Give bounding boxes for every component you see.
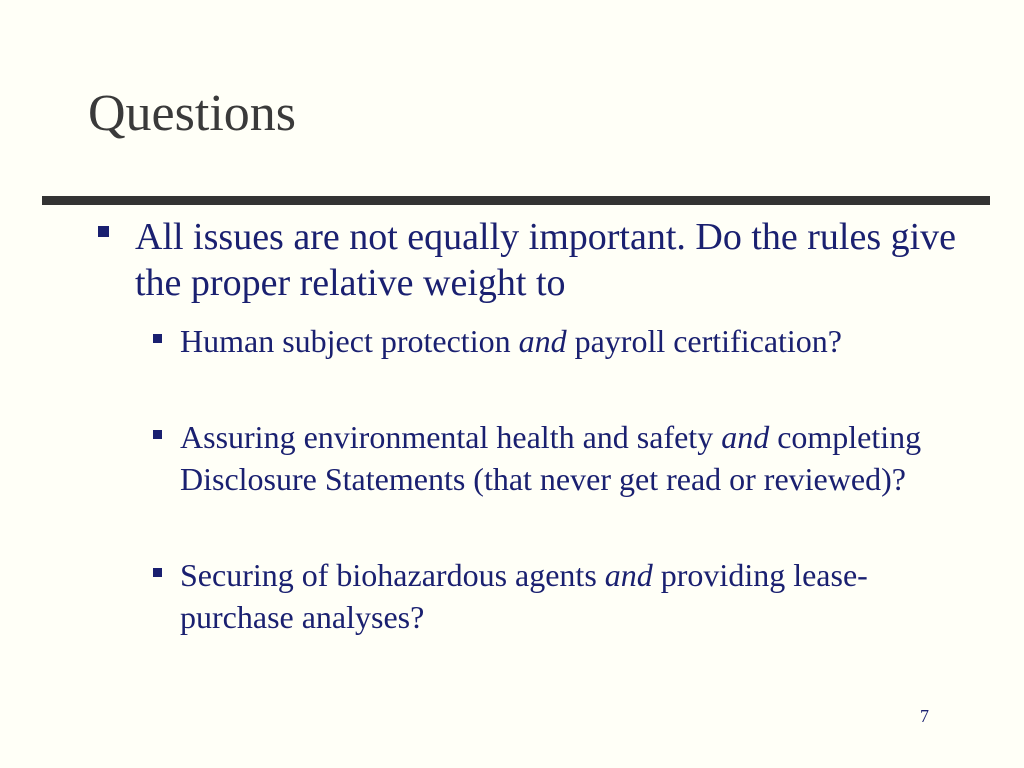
sub-bullet-item [180,554,980,638]
sub-bullet-text: payroll certification? [566,323,842,359]
sub-bullet-text: Securing of biohazardous agents [180,557,605,593]
square-bullet-icon [153,334,162,343]
slide-title: Questions [88,85,296,142]
sub-bullet-text: Assuring environmental health and safety [180,419,722,455]
sub-bullet-text: Human subject protection [180,323,519,359]
sub-bullet-emphasis: and [518,323,567,359]
square-bullet-icon [98,226,109,237]
square-bullet-icon [153,430,162,439]
square-bullet-icon [153,568,162,577]
sub-bullet-item [180,416,980,500]
sub-bullet-emphasis: and [604,557,653,593]
page-number: 7 [920,706,929,726]
sub-bullet-item [180,320,980,362]
sub-bullet-text: completing Disclosure Statements (that never get read or reviewed)? [180,419,922,497]
main-bullet-text: All issues are not equally important. Do the rules give the proper relative weight to [135,216,957,304]
sub-bullet-emphasis: and [721,419,770,455]
sub-bullet-text: providing lease-purchase analyses? [180,557,868,635]
